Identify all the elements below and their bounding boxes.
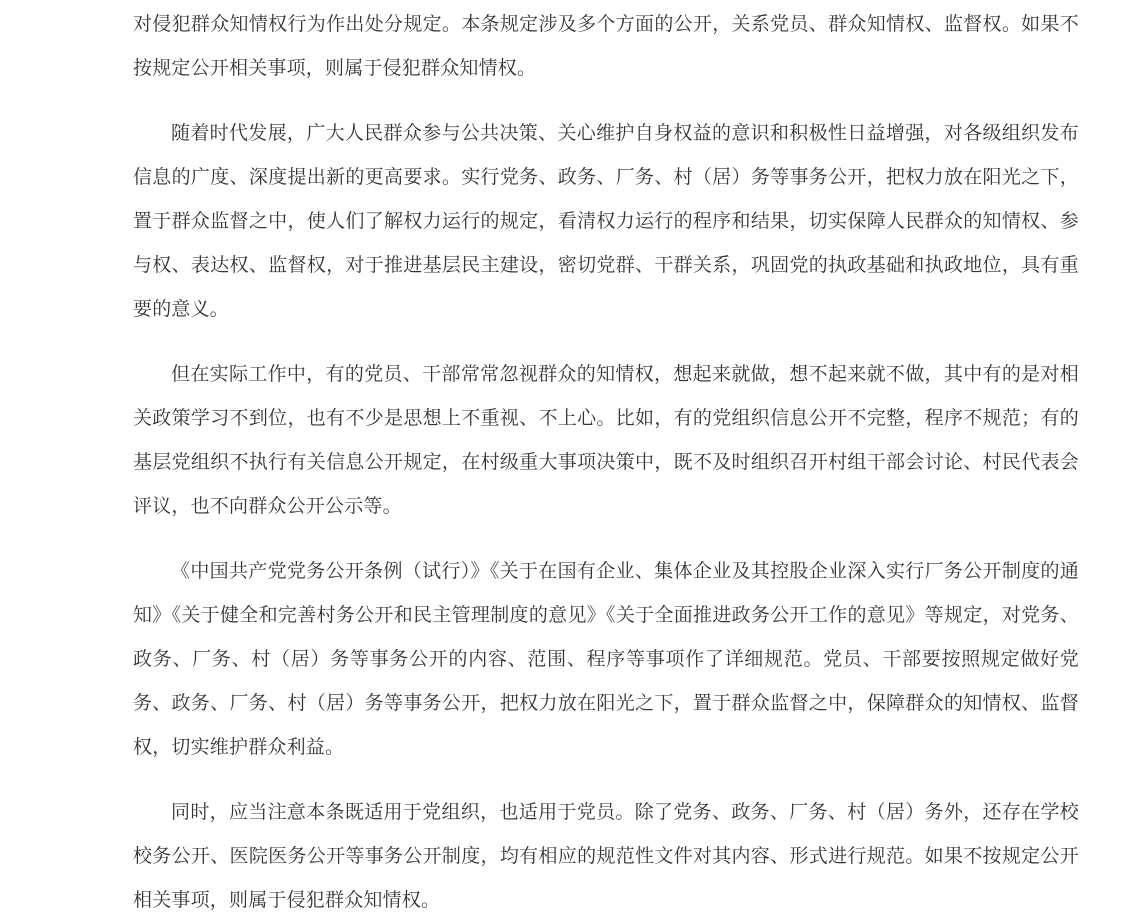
paragraph-2: 随着时代发展，广大人民群众参与公共决策、关心维护自身权益的意识和积极性日益增强，对各级组织发布信息的广度、深度提出新的更高要求。实行党务、政务、厂务、村（居）务等事务公开，把权力放在阳光之下，置于群众监督之中，使人们了解权力运行的规定，看清权力运行的程序和结果，切实保障人民群众的知情权、参与权、表达权、监督权，对于推进基层民主建设，密切党群、干群关系，巩固党的执政基础和执政地位，具有重要的意义。	[133, 122, 1079, 320]
article-body	[133, 0, 1079, 922]
paragraph-1: 对侵犯群众知情权行为作出处分规定。本条规定涉及多个方面的公开，关系党员、群众知情权、监督权。如果不按规定公开相关事项，则属于侵犯群众知情权。	[133, 13, 1079, 79]
paragraph-5: 同时，应当注意本条既适用于党组织，也适用于党员。除了党务、政务、厂务、村（居）务外，还存在学校校务公开、医院医务公开等事务公开制度，均有相应的规范性文件对其内容、形式进行规范。如果不按规定公开相关事项，则属于侵犯群众知情权。	[133, 801, 1079, 911]
paragraph-3: 但在实际工作中，有的党员、干部常常忽视群众的知情权，想起来就做，想不起来就不做，其中有的是对相关政策学习不到位，也有不少是思想上不重视、不上心。比如，有的党组织信息公开不完整，程序不规范；有的基层党组织不执行有关信息公开规定，在村级重大事项决策中，既不及时组织召开村组干部会讨论、村民代表会评议，也不向群众公开公示等。	[133, 363, 1079, 517]
paragraph-4: 《中国共产党党务公开条例（试行）》《关于在国有企业、集体企业及其控股企业深入实行厂务公开制度的通知》《关于健全和完善村务公开和民主管理制度的意见》《关于全面推进政务公开工作的意见》等规定，对党务、政务、厂务、村（居）务等事务公开的内容、范围、程序等事项作了详细规范。党员、干部要按照规定做好党务、政务、厂务、村（居）务等事务公开，把权力放在阳光之下，置于群众监督之中，保障群众的知情权、监督权，切实维护群众利益。	[133, 560, 1079, 758]
